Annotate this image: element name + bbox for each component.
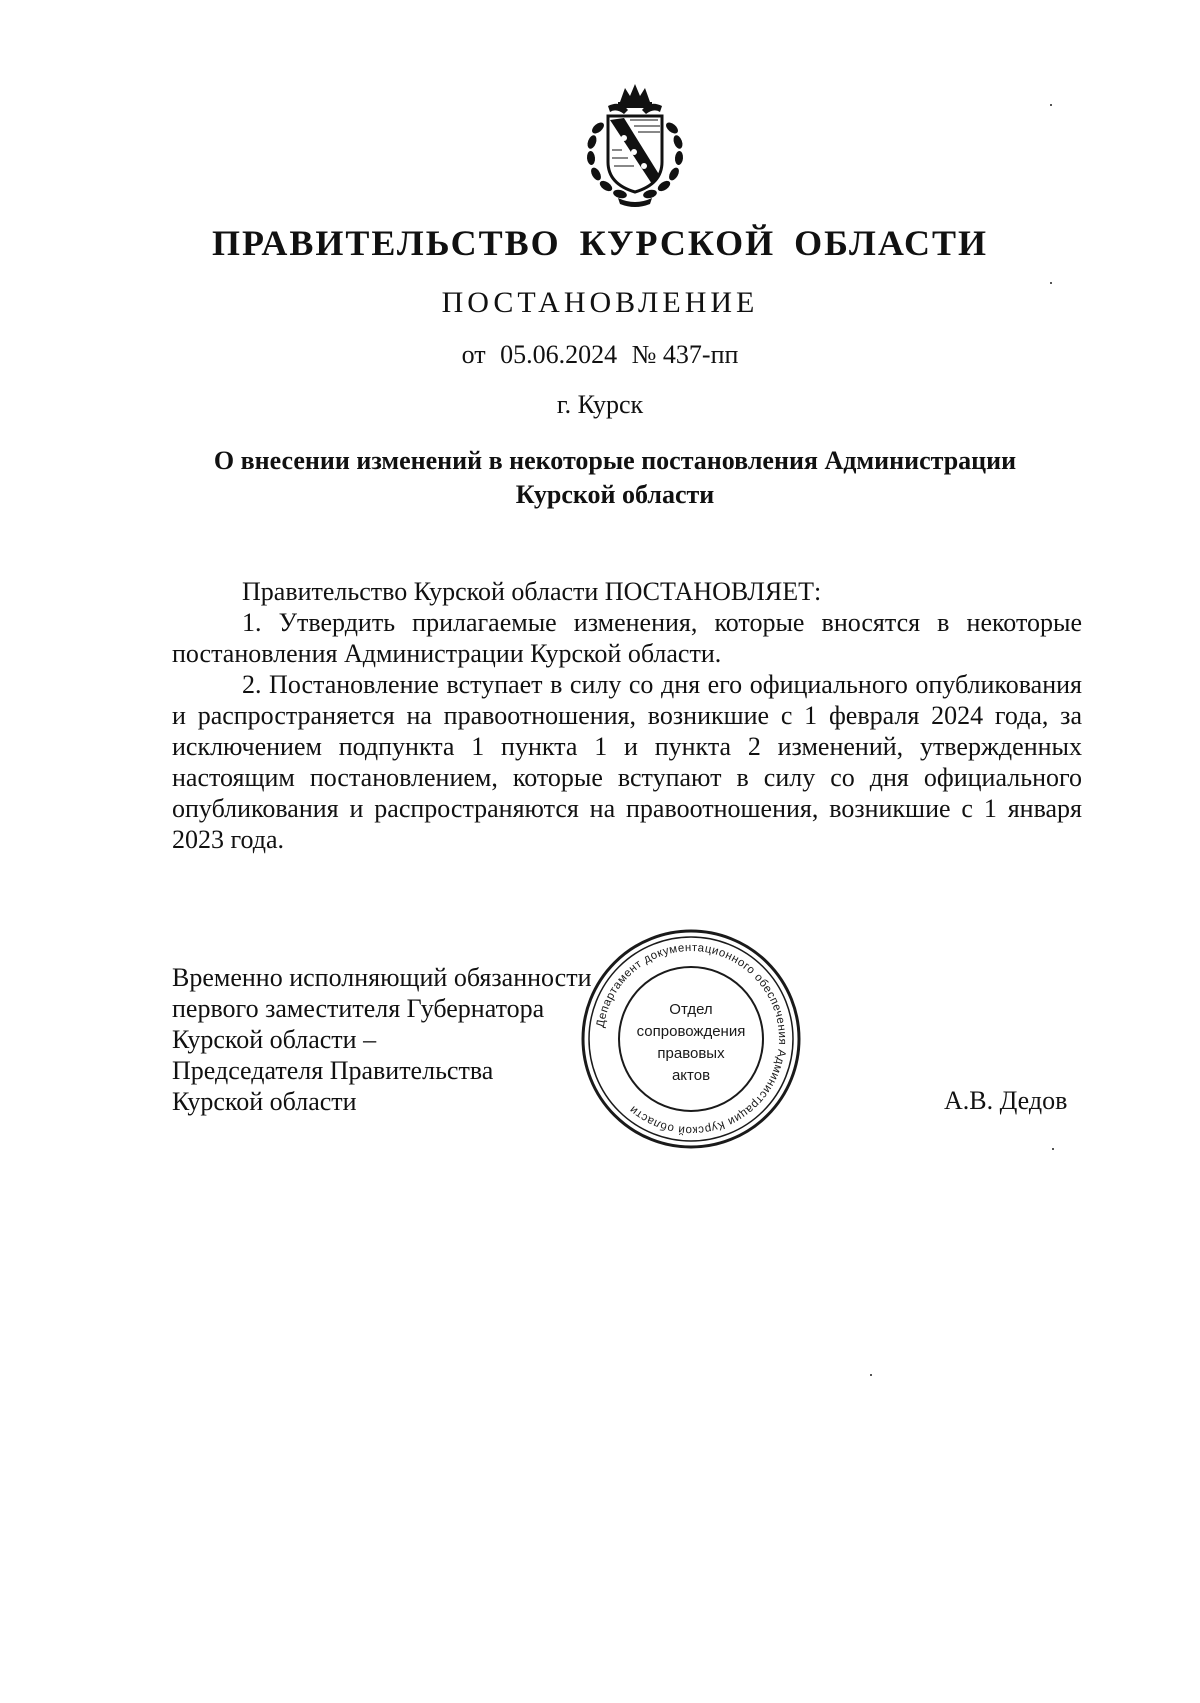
document-type: ПОСТАНОВЛЕНИЕ	[441, 286, 759, 319]
scan-speck	[870, 1374, 872, 1376]
document-subject	[170, 444, 1060, 512]
document-body	[172, 576, 1082, 855]
subject-line: О внесении изменений в некоторые постановления Администрации	[213, 446, 1017, 475]
scan-speck	[1050, 282, 1052, 284]
position-line: первого заместителя Губернатора	[172, 994, 545, 1023]
stamp-center-line: актов	[671, 1067, 711, 1084]
position-line: Временно исполняющий обязанности	[172, 963, 592, 992]
position-line: Курской области	[172, 1087, 357, 1116]
signatory-position	[172, 962, 592, 1117]
document-date: 05.06.2024	[500, 340, 618, 369]
stamp-center-line: Отдел	[669, 1001, 713, 1018]
government-title: ПРАВИТЕЛЬСТВО КУРСКОЙ ОБЛАСТИ	[211, 223, 989, 263]
date-prefix: от	[461, 340, 486, 369]
document-city: г. Курск	[556, 390, 644, 419]
scan-speck	[1050, 104, 1052, 106]
official-stamp	[578, 926, 804, 1152]
document-number: № 437-пп	[631, 340, 739, 369]
signer-name: А.В. Дедов	[944, 1086, 1068, 1115]
preamble: Правительство Курской области ПОСТАНОВЛЯЕТ:	[242, 577, 822, 606]
document-date-number	[0, 340, 1200, 370]
stamp-center-line: сопровождения	[636, 1023, 746, 1040]
coat-of-arms-icon	[570, 80, 700, 210]
position-line: Курской области –	[172, 1025, 377, 1054]
body-item-2: 2. Постановление вступает в силу со дня его официального опубликования и распространяется на правоотношения, возникшие с 1 февраля 2024 года, за исключением подпункта 1 пункта 1 и пункта 2 изменений, утвержденных настоящим постановлением, которые вступают в силу со дня официального опубликования и распространяются на правоотношения, возникшие с 1 января 2023 года.	[172, 670, 1082, 854]
scan-speck	[1052, 1148, 1054, 1150]
body-item-1: 1. Утвердить прилагаемые изменения, которые вносятся в некоторые постановления Администрации Курской области.	[172, 608, 1082, 668]
subject-line: Курской области	[515, 480, 715, 509]
stamp-center-line: правовых	[657, 1045, 725, 1062]
position-line: Председателя Правительства	[172, 1056, 494, 1085]
stamp-ring-text: Департамент документационного обеспечения Администрации Курской области	[594, 941, 789, 1137]
